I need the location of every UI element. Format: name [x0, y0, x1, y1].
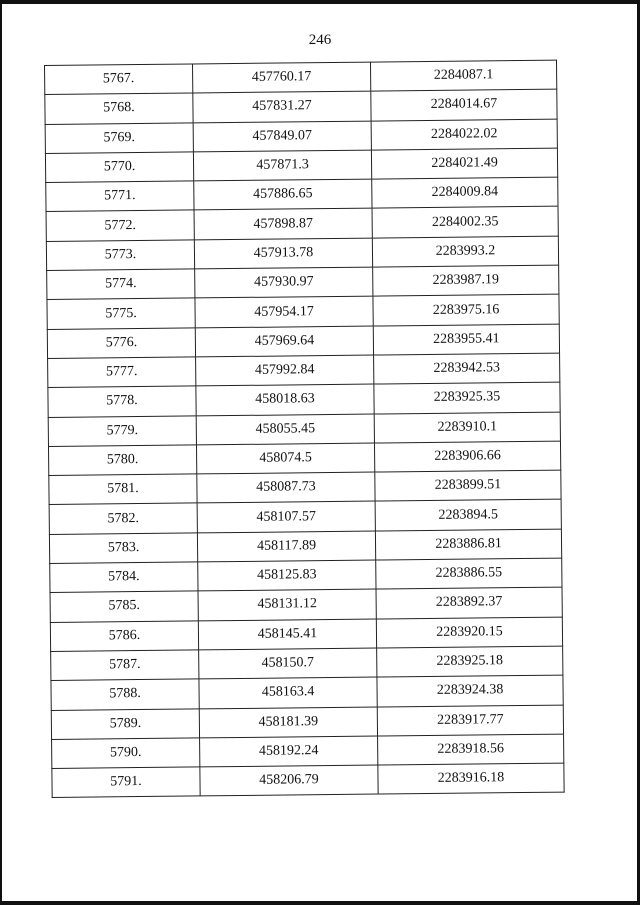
y-coordinate-cell: 2283975.16 [373, 294, 559, 325]
x-coordinate-cell: 457913.78 [194, 238, 372, 269]
x-coordinate-cell: 457886.65 [194, 179, 372, 210]
y-coordinate-cell: 2283987.19 [373, 265, 559, 296]
point-number-cell: 5772. [46, 210, 194, 241]
x-coordinate-cell: 458145.41 [198, 619, 376, 650]
y-coordinate-cell: 2283920.15 [376, 617, 562, 648]
x-coordinate-cell: 457954.17 [195, 296, 373, 327]
y-coordinate-cell: 2284021.49 [371, 148, 557, 179]
point-number-cell: 5777. [48, 357, 196, 388]
point-number-cell: 5781. [49, 474, 197, 505]
point-number-cell: 5790. [52, 738, 200, 769]
x-coordinate-cell: 457898.87 [194, 209, 372, 240]
y-coordinate-cell: 2283917.77 [377, 705, 563, 736]
point-number-cell: 5791. [52, 767, 200, 798]
point-number-cell: 5780. [48, 445, 196, 476]
x-coordinate-cell: 457849.07 [193, 121, 371, 152]
y-coordinate-cell: 2283894.5 [375, 500, 561, 531]
y-coordinate-cell: 2283892.37 [376, 587, 562, 618]
point-number-cell: 5779. [48, 415, 196, 446]
y-coordinate-cell: 2283942.53 [374, 353, 560, 384]
y-coordinate-cell: 2284014.67 [371, 89, 557, 120]
y-coordinate-cell: 2283886.55 [376, 558, 562, 589]
point-number-cell: 5770. [45, 152, 193, 183]
table-row [52, 763, 564, 798]
point-number-cell: 5774. [47, 269, 195, 300]
x-coordinate-cell: 458163.4 [199, 677, 377, 708]
scan-border-top [0, 0, 640, 4]
y-coordinate-cell: 2284087.1 [370, 60, 556, 91]
x-coordinate-cell: 458181.39 [199, 707, 377, 738]
x-coordinate-cell: 458074.5 [196, 443, 374, 474]
x-coordinate-cell: 458055.45 [196, 414, 374, 445]
y-coordinate-cell: 2283899.51 [375, 470, 561, 501]
x-coordinate-cell: 457831.27 [193, 91, 371, 122]
y-coordinate-cell: 2284002.35 [372, 207, 558, 238]
x-coordinate-cell: 458131.12 [198, 589, 376, 620]
point-number-cell: 5786. [50, 621, 198, 652]
y-coordinate-cell: 2283918.56 [378, 734, 564, 765]
table-body [45, 60, 565, 798]
x-coordinate-cell: 458107.57 [197, 502, 375, 533]
page-number: 246 [308, 32, 332, 48]
point-number-cell: 5785. [50, 591, 198, 622]
x-coordinate-cell: 457871.3 [193, 150, 371, 181]
y-coordinate-cell: 2283993.2 [372, 236, 558, 267]
y-coordinate-cell: 2283916.18 [378, 763, 564, 794]
x-coordinate-cell: 457992.84 [196, 355, 374, 386]
x-coordinate-cell: 458125.83 [198, 560, 376, 591]
y-coordinate-cell: 2283955.41 [373, 324, 559, 355]
point-number-cell: 5775. [47, 298, 195, 329]
point-number-cell: 5776. [47, 328, 195, 359]
coordinates-table [44, 60, 565, 799]
y-coordinate-cell: 2283886.81 [375, 529, 561, 560]
point-number-cell: 5767. [45, 64, 193, 95]
x-coordinate-cell: 458018.63 [196, 384, 374, 415]
x-coordinate-cell: 457760.17 [192, 62, 370, 93]
y-coordinate-cell: 2284009.84 [372, 177, 558, 208]
point-number-cell: 5778. [48, 386, 196, 417]
point-number-cell: 5789. [51, 708, 199, 739]
point-number-cell: 5769. [45, 123, 193, 154]
point-number-cell: 5787. [51, 650, 199, 681]
point-number-cell: 5782. [49, 503, 197, 534]
scan-border-left [0, 0, 2, 905]
y-coordinate-cell: 2283910.1 [374, 412, 560, 443]
point-number-cell: 5784. [50, 562, 198, 593]
x-coordinate-cell: 458206.79 [200, 765, 378, 796]
y-coordinate-cell: 2283925.18 [377, 646, 563, 677]
point-number-cell: 5783. [49, 533, 197, 564]
point-number-cell: 5768. [45, 93, 193, 124]
y-coordinate-cell: 2283906.66 [374, 441, 560, 472]
point-number-cell: 5788. [51, 679, 199, 710]
point-number-cell: 5771. [46, 181, 194, 212]
y-coordinate-cell: 2283924.38 [377, 675, 563, 706]
point-number-cell: 5773. [46, 240, 194, 271]
scan-border-bottom [0, 901, 640, 905]
y-coordinate-cell: 2284022.02 [371, 119, 557, 150]
x-coordinate-cell: 457930.97 [195, 267, 373, 298]
x-coordinate-cell: 457969.64 [195, 326, 373, 357]
y-coordinate-cell: 2283925.35 [374, 382, 560, 413]
x-coordinate-cell: 458150.7 [199, 648, 377, 679]
x-coordinate-cell: 458117.89 [197, 531, 375, 562]
x-coordinate-cell: 458087.73 [197, 472, 375, 503]
x-coordinate-cell: 458192.24 [200, 736, 378, 767]
